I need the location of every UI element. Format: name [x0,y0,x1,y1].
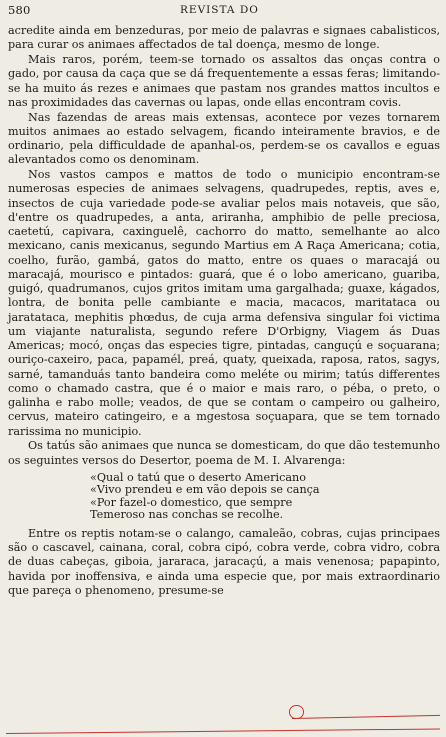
paragraph-4: Nos vastos campos e mattos de todo o municipio encontram-se numerosas especies de animaes selvagens, quadrupedes, reptis, aves e, insectos de cuja variedade pode-se avaliar pelos mais notaveis, que são, d'entre os quadrupedes, a anta, ariranha, amphibio de pelle preciosa, caetetú, capivara, caxinguelê, cachorro do matto, semelhante ao alco mexicano, canis mexicanus, segundo Martius em A Raça Americana; cotia, coelho, furão, gambá, gatos do matto, entre os quaes o maracajá ou maracajá, mourisco e pintados: guará, que é o lobo americano, guariba, guigó, quadrumanos, cujos gritos imitam uma gargalhada; guaxe, kágados, lontra, de bonita pelle cambiante e macia, macacos, maritataca ou jaratataca, mephitis phœdus, de cuja arma defensiva singular foi victima um viajante naturalista, segundo refere D'Orbigny, Viagem ás Duas Americas; mocó, onças das especies tigre, pintadas, canguçú e soçuarana; ouriço-caxeiro, paca, papamél, preá, quaty, queixada, raposa, ratos, sagys, sarné, tamanduás tanto bandeira como meléte ou mirim; tatús differentes como o chamado castra, que é o maior e mais raro, o péba, o preto, o galinha e rabo molle; veados, de que se contam o campeiro ou galheiro, cervus, mateiro catingeiro, e a mgestosa soçuapara, que se tem tornado rarissima no municipio. [8,168,440,438]
poem-line-4: Temeroso nas conchas se recolhe. [90,508,284,522]
paragraph-1: acredite ainda em benzeduras, por meio de palavras e signaes cabalisticos, para curar os animaes affectados de tal doença, mesmo de longe. [8,24,440,52]
poem-quote [90,472,440,522]
paragraph-2: Mais raros, porém, teem-se tornado os assaltos das onças contra o gado, por causa da caça que se dá frequentemente a essas feras; limitando-se ha muito ás rezes e animaes que pastam nos grandes mattos incultos e nas proximidades das cavernas ou lapas, onde ellas encontram covis. [8,53,440,109]
poem-line-3: «Por fazel-o domestico, que sempre [90,495,293,509]
page-header [0,0,446,22]
red-underline-upper [292,715,440,719]
paragraph-5: Os tatús são animaes que nunca se domesticam, do que dão testemunho os seguintes versos do Desertor, poema de M. I. Alvarenga: [8,439,440,467]
paragraph-6: Entre os reptis notam-se o calango, camaleão, cobras, cujas principaes são o cascavel, cainana, coral, cobra cipó, cobra verde, cobra vidro, cobra de duas cabeças, giboia, jararaca, jaracaçú, a mais venenosa; papapinto, havida por inoffensiva, e ainda uma especie que, por mais extraordinario que pareça o phenomeno, presume-se [8,526,440,597]
page-number: 580 [8,3,31,17]
paragraph-3: Nas fazendas de areas mais extensas, acontece por vezes tornarem muitos animaes ao estado selvagem, ficando inteiramente bravios, e de ordinario, pela difficuldade de apanhal-os, perdem-se os cavallos e eguas alevantados como os denominam. [8,110,440,167]
red-circle-mark [289,705,304,719]
running-title: REVISTA DO [180,4,259,16]
poem-line-1: «Qual o tatú que o deserto Americano [90,470,306,484]
body-text [8,24,440,599]
red-underline-lower [6,728,440,734]
poem-line-2: «Vivo prendeu e em vão depois se cança [90,483,320,497]
